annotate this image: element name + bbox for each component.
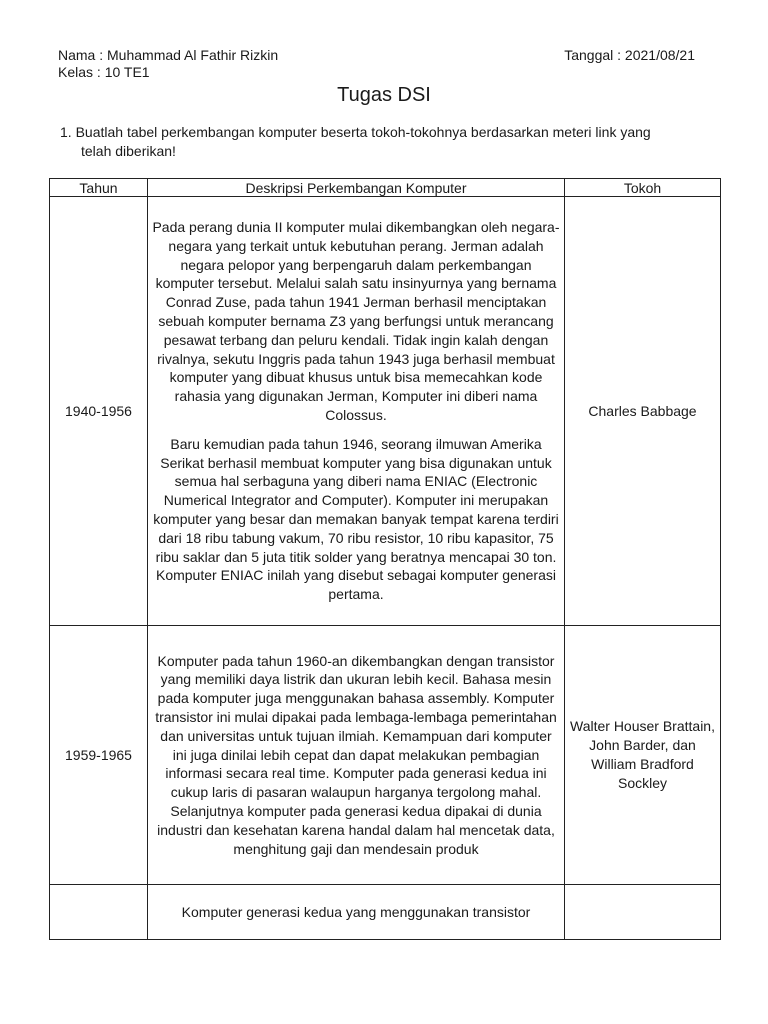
student-info <box>58 47 278 81</box>
cell-tahun: 1959-1965 <box>50 626 148 885</box>
instruction-text <box>60 123 720 161</box>
table-row <box>50 885 721 940</box>
cell-tahun: 1940-1956 <box>50 197 148 626</box>
computer-history-table <box>49 178 721 940</box>
header-deskripsi: Deskripsi Perkembangan Komputer <box>148 179 565 197</box>
cell-tokoh: Charles Babbage <box>565 197 721 626</box>
cell-deskripsi <box>148 197 565 626</box>
cell-tokoh: Walter Houser Brattain, John Barder, dan William Bradford Sockley <box>565 626 721 885</box>
table-header-row <box>50 179 721 197</box>
instruction-line-1: 1. Buatlah tabel perkembangan komputer beserta tokoh-tokohnya berdasarkan meteri link yang <box>60 124 651 140</box>
header-tahun: Tahun <box>50 179 148 197</box>
table-row <box>50 626 721 885</box>
description-paragraph: Baru kemudian pada tahun 1946, seorang ilmuwan Amerika Serikat berhasil membuat komputer yang bisa digunakan untuk semua hal serbaguna yang diberi nama ENIAC (Electronic Numerical Integrator and Computer). Komputer ini merupakan komputer yang besar dan memakan banyak tempat karena terdiri dari 18 ribu tabung vakum, 70 ribu resistor, 10 ribu kapasitor, 75 ribu saklar dan 5 juta titik solder yang beratnya mencapai 30 ton. Komputer ENIAC inilah yang disebut sebagai komputer generasi pertama. <box>153 435 559 603</box>
description-paragraph: Pada perang dunia II komputer mulai dikembangkan oleh negara-negara yang terkait untuk kebutuhan perang. Jerman adalah negara pelopor yang berpengaruh dalam perkembangan komputer tersebut. Melalui salah satu insinyurnya yang bernama Conrad Zuse, pada tahun 1941 Jerman berhasil menciptakan sebuah komputer bernama Z3 yang berfungsi untuk merancang pesawat terbang dan peluru kendali. Tidak ingin kalah dengan rivalnya, sekutu Inggris pada tahun 1943 juga berhasil membuat komputer yang dibuat khusus untuk bisa memecahkan kode rahasia yang digunakan Jerman, Komputer ini diberi nama Colossus. <box>152 219 560 423</box>
student-name: Nama : Muhammad Al Fathir Rizkin <box>58 47 279 63</box>
cell-deskripsi <box>148 885 565 940</box>
header-tokoh: Tokoh <box>565 179 721 197</box>
page-title: Tugas DSI <box>337 84 431 106</box>
description-paragraph: Komputer pada tahun 1960-an dikembangkan dengan transistor yang memiliki daya listrik dan ukuran lebih kecil. Bahasa mesin pada komputer juga menggunakan bahasa assembly. Komputer transistor ini mulai dipakai pada lembaga-lembaga pemerintahan dan universitas untuk tujuan ilmiah. Kemampuan dari komputer ini juga dinilai lebih cepat dan dapat melakukan pembagian informasi secara real time. Komputer pada generasi kedua ini cukup laris di pasaran walaupun harganya tergolong mahal. Selanjutnya komputer pada generasi kedua dipakai di dunia industri dan kesehatan karena handal dalam hal mencetak data, menghitung gaji dan mendesain produk <box>155 652 557 857</box>
cell-deskripsi <box>148 626 565 885</box>
date-label: Tanggal : 2021/08/21 <box>564 47 695 63</box>
cell-tahun <box>50 885 148 940</box>
student-class: Kelas : 10 TE1 <box>58 64 150 80</box>
instruction-line-2: telah diberikan! <box>81 143 176 159</box>
description-paragraph: Komputer generasi kedua yang menggunakan transistor <box>181 903 531 920</box>
cell-tokoh <box>565 885 721 940</box>
table-row <box>50 197 721 626</box>
